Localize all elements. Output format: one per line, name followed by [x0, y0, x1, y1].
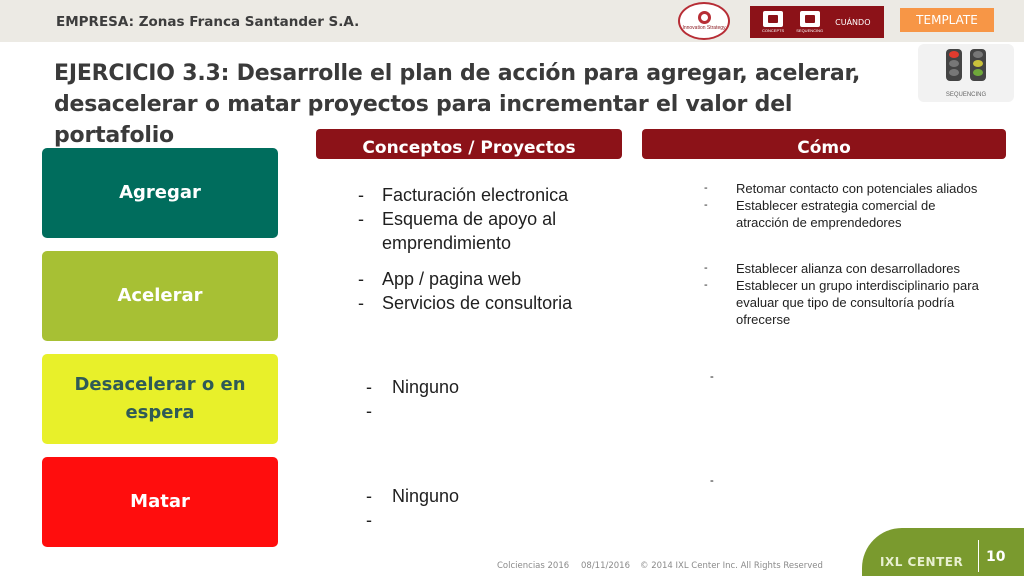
sequencing-label: SEQUENCING — [945, 92, 987, 98]
category-acelerar: Acelerar — [42, 251, 278, 341]
projects-agregar — [358, 183, 618, 255]
projects-matar — [358, 484, 618, 508]
list-item: - Ninguno — [358, 484, 618, 508]
list-item: - Facturación electronica — [358, 183, 618, 207]
brand-bar — [862, 528, 1024, 576]
traffic-light-icon — [918, 44, 1014, 102]
page-number: 10 — [986, 549, 1006, 565]
ixl-center-logo: IXL CENTER — [880, 555, 964, 569]
how-agregar — [704, 180, 984, 231]
innovation-strategy-logo — [678, 2, 730, 40]
company-name: EMPRESA: Zonas Franca Santander S.A. — [56, 14, 360, 30]
footer-source: Colciencias 2016 — [497, 561, 570, 571]
divider — [978, 540, 979, 572]
nav-label-cuando: CUÁNDO — [835, 17, 871, 27]
header-bar — [0, 0, 1024, 42]
page-title: EJERCICIO 3.3: Desarrolle el plan de acción para agregar, acelerar, desacelerar o matar proyectos para incrementar el valor del portafolio — [54, 61, 861, 148]
logo-text: Innovation Strategy — [682, 25, 726, 31]
projects-acelerar — [358, 267, 618, 315]
list-item: - Servicios de consultoria — [358, 291, 618, 315]
footer-copyright: © 2014 IXL Center Inc. All Rights Reserved — [640, 561, 823, 571]
template-badge: TEMPLATE — [900, 8, 994, 32]
list-item: - Esquema de apoyo al emprendimiento — [358, 207, 618, 255]
list-item: - Retomar contacto con potenciales aliados — [704, 180, 984, 197]
how-acelerar — [704, 260, 984, 328]
target-icon — [698, 11, 711, 24]
projects-desacelerar — [358, 375, 618, 399]
column-header-how: Cómo — [642, 129, 1006, 159]
list-item: - Establecer un grupo interdisciplinario para evaluar que tipo de consultoría podría ofrecerse — [704, 277, 984, 328]
phase-nav[interactable] — [750, 6, 884, 38]
list-item: - Establecer estrategia comercial de atracción de emprendedores — [704, 197, 984, 231]
list-item: - Ninguno — [358, 375, 618, 399]
category-desacelerar: Desacelerar o en espera — [42, 354, 278, 444]
concepts-icon: CONCEPTS — [762, 11, 784, 33]
list-item: - App / pagina web — [358, 267, 618, 291]
footer-date: 08/11/2016 — [581, 561, 630, 571]
column-header-projects: Conceptos / Proyectos — [316, 129, 622, 159]
category-matar: Matar — [42, 457, 278, 547]
sequencing-icon: SEQUENCING — [796, 11, 823, 33]
category-agregar: Agregar — [42, 148, 278, 238]
list-item: - Establecer alianza con desarrolladores — [704, 260, 984, 277]
